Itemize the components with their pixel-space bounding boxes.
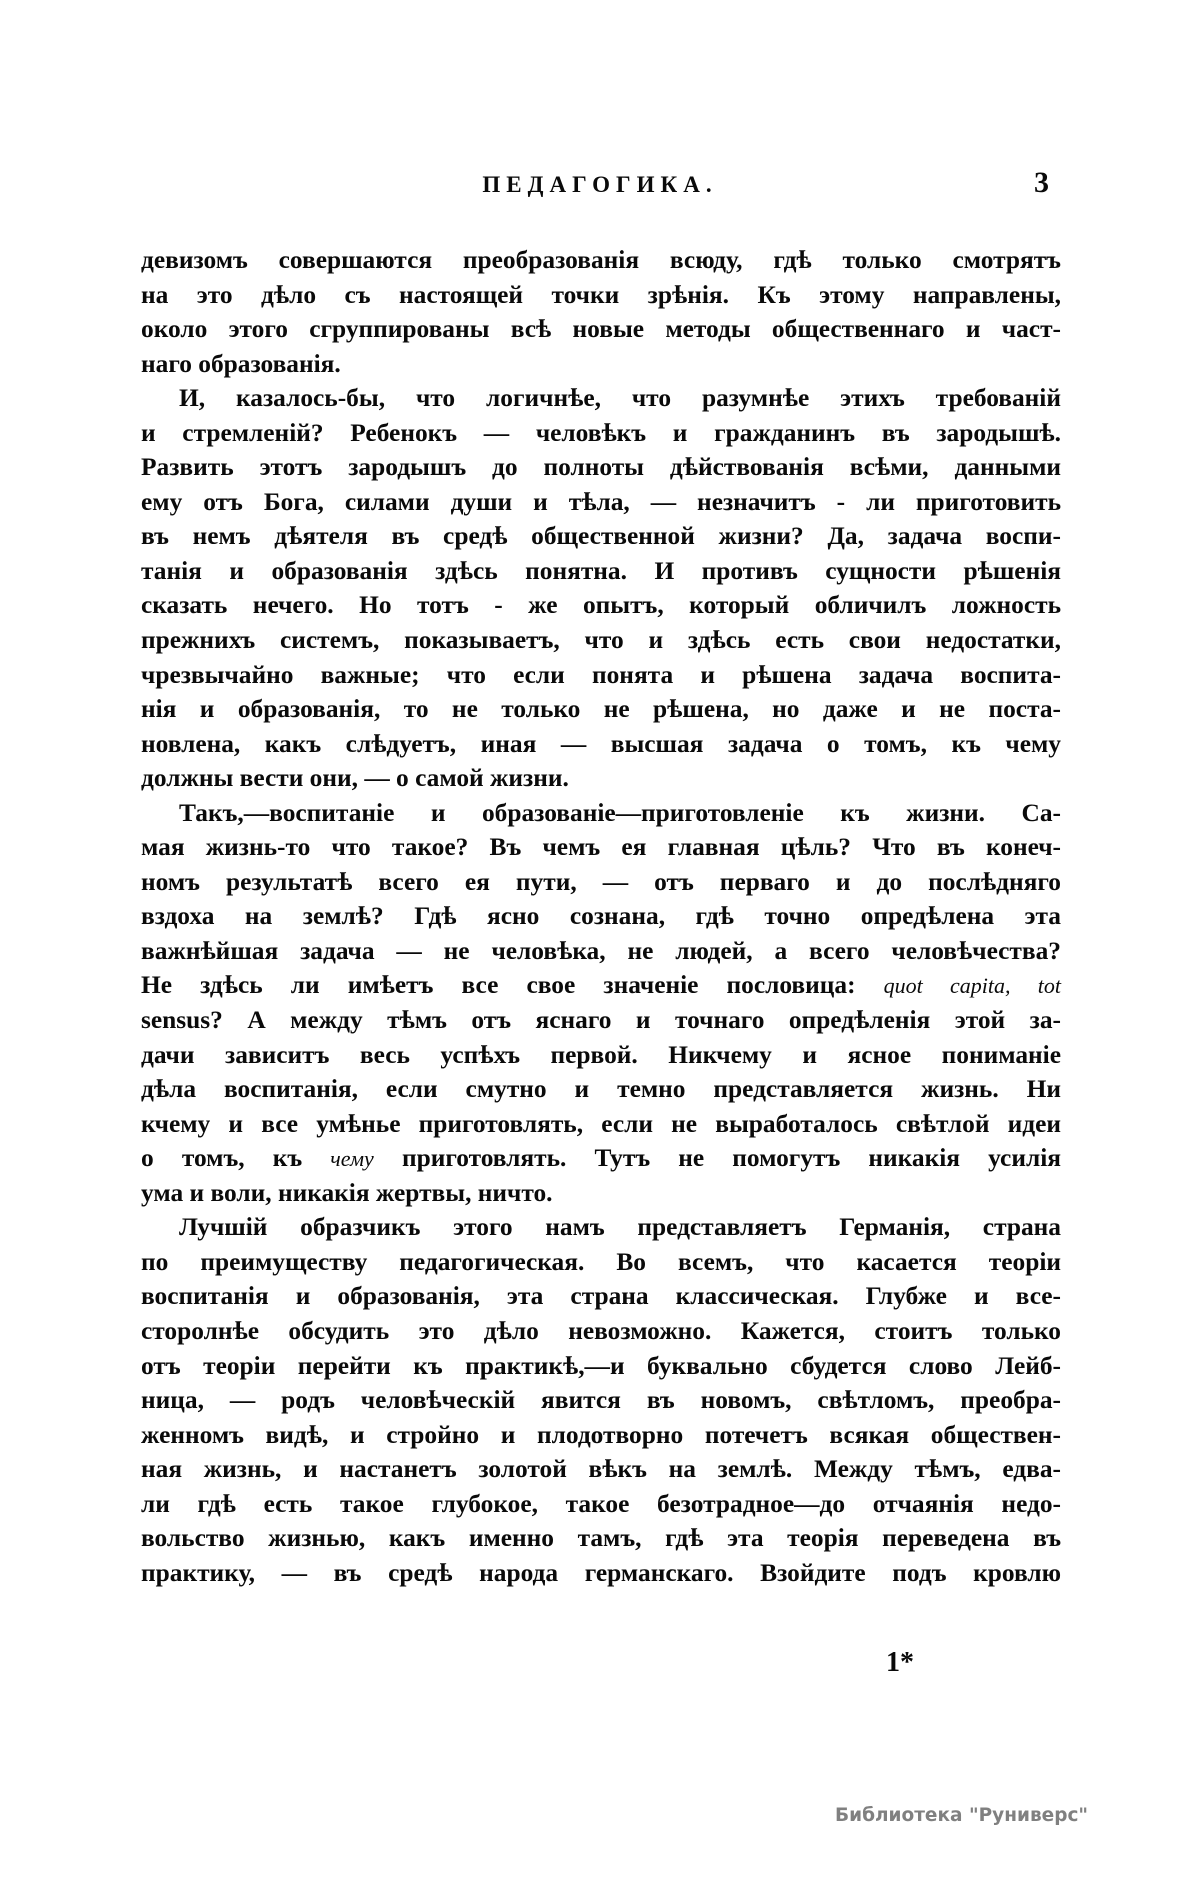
text-line: важнѣйшая задача — не человѣка, не людей, а всего человѣчества? [141, 936, 1061, 965]
text-line: И, казалось-бы, что логичнѣе, что разумнѣе этихъ требованій [179, 384, 1061, 413]
running-title: ПЕДАГОГИКА. [482, 172, 718, 197]
text-line: дачи зависитъ весь успѣхъ первой. Никчему и ясное пониманіе [141, 1040, 1061, 1069]
text-line: танія и образованія здѣсь понятна. И противъ сущности рѣшенія [141, 556, 1061, 585]
text-line: дѣла воспитанія, если смутно и темно представляется жизнь. Ни [141, 1075, 1061, 1104]
text-line: женномъ видѣ, и стройно и плодотворно потечетъ всякая обществен- [141, 1420, 1061, 1449]
text-line: ума и воли, никакія жертвы, ничто. [141, 1178, 553, 1207]
text-line: Лучшій образчикъ этого намъ представляетъ Германія, страна [179, 1213, 1061, 1242]
text-fragment: о томъ, къ [141, 1144, 303, 1173]
text-line: наго образованія. [141, 349, 341, 378]
text-line: отъ теоріи перейти къ практикѣ,—и буквально сбудется слово Лейб- [141, 1351, 1061, 1380]
text-line: сторолнѣе обсудить это дѣло невозможно. Кажется, стоитъ только [141, 1316, 1061, 1345]
text-line: должны вести они, — о самой жизни. [141, 764, 569, 793]
text-line: и стремленій? Ребенокъ — человѣкъ и гражданинъ въ зародышѣ. [141, 418, 1061, 447]
text-line: девизомъ совершаются преобразованія всюду, гдѣ только смотрятъ [141, 246, 1061, 274]
text-line: сказать нечего. Но тотъ - же опытъ, который обличилъ ложность [141, 591, 1061, 620]
text-line [141, 968, 1061, 1003]
text-line: вздоха на землѣ? Гдѣ ясно сознана, гдѣ точно опредѣлена эта [141, 902, 1061, 931]
text-line: ли гдѣ есть такое глубокое, такое безотрадное—до отчаянія недо- [141, 1489, 1061, 1518]
text-line: Такъ,—воспитаніе и образованіе—приготовленіе къ жизни. Са- [179, 798, 1061, 827]
text-line: по преимуществу педагогическая. Во всемъ, что касается теоріи [141, 1247, 1061, 1276]
text-line: практику, — въ средѣ народа германскаго. Взойдите подъ кровлю [141, 1558, 1061, 1587]
text-line: на это дѣло съ настоящей точки зрѣнія. Къ этому направлены, [141, 280, 1061, 309]
text-line: ная жизнь, и настанетъ золотой вѣкъ на землѣ. Между тѣмъ, едва- [141, 1455, 1061, 1484]
latin-phrase: quot capita, tot [883, 973, 1062, 999]
text-line: номъ результатѣ всего ея пути, — отъ перваго и до послѣдняго [141, 867, 1061, 896]
signature-mark: 1* [886, 1647, 914, 1678]
text-fragment: Не здѣсь ли имѣетъ все свое значеніе пословица: [141, 971, 856, 1000]
text-line: прежнихъ системъ, показываетъ, что и здѣсь есть свои недостатки, [141, 626, 1061, 655]
text-line: sensus? А между тѣмъ отъ яснаго и точнаго опредѣленія этой за- [141, 1006, 1061, 1035]
italic-word: чему [330, 1146, 374, 1172]
text-line: кчему и все умѣнье приготовлять, если не выработалось свѣтлой идеи [141, 1109, 1061, 1138]
text-line: новлена, какъ слѣдуетъ, иная — высшая задача о томъ, къ чему [141, 729, 1061, 758]
text-line: ница, — родъ человѣческій явится въ новомъ, свѣтломъ, преобра- [141, 1386, 1061, 1415]
text-line: Развить этотъ зародышъ до полноты дѣйствованія всѣми, данными [141, 453, 1061, 482]
page-number: 3 [1034, 166, 1049, 199]
text-line: въ немъ дѣятеля въ средѣ общественной жизни? Да, задача воспи- [141, 522, 1061, 551]
text-line: около этого сгруппированы всѣ новые методы общественнаго и част- [141, 315, 1061, 344]
text-line: нія и образованія, то не только не рѣшена, но даже и не поста- [141, 695, 1061, 724]
text-line [141, 1141, 1061, 1176]
text-line: ему отъ Бога, силами души и тѣла, — незначитъ - ли приготовить [141, 487, 1061, 516]
body-text [141, 243, 1061, 1590]
text-line: чрезвычайно важные; что если понята и рѣшена задача воспита- [141, 660, 1061, 689]
text-line: мая жизнь-то что такое? Въ чемъ ея главная цѣль? Что въ конеч- [141, 833, 1061, 862]
library-watermark: Библиотека "Руниверс" [835, 1805, 1089, 1826]
text-line: воспитанія и образованія, эта страна классическая. Глубже и все- [141, 1282, 1061, 1311]
text-fragment: приготовлять. Тутъ не помогутъ никакія усилія [401, 1144, 1061, 1173]
text-line: вольство жизнью, какъ именно тамъ, гдѣ эта теорія переведена въ [141, 1524, 1061, 1553]
